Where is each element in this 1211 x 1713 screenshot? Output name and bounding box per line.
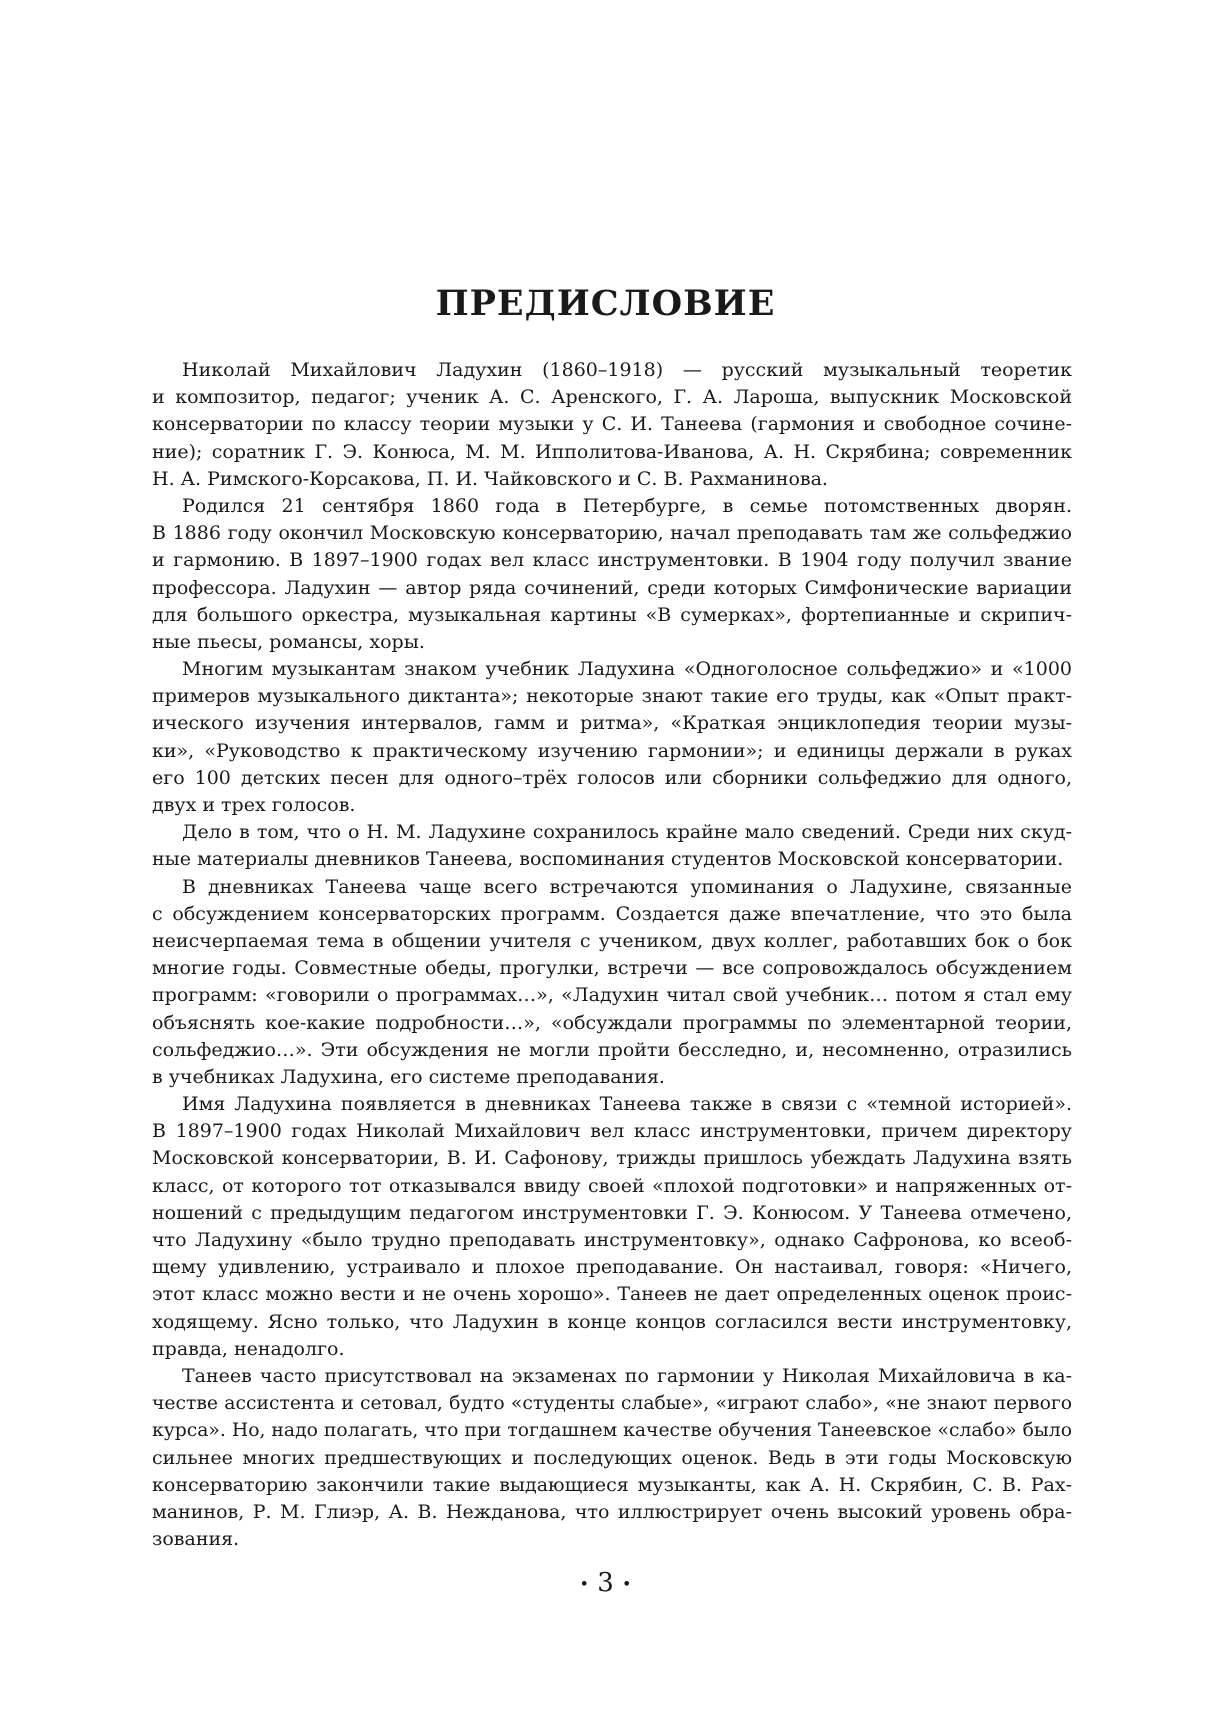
text-line: В 1897–1900 годах Николай Михайлович вел класс инструментовки, причем директору (152, 1120, 1072, 1143)
text-line: двух и трех голосов. (152, 794, 356, 816)
text-line: и гармонию. В 1897–1900 годах вел класс инструментовки. В 1904 году получил звание (152, 549, 1072, 572)
text-line: с обсуждением консерваторских программ. Создается даже впечатление, что это была (152, 902, 1072, 925)
text-line: Николай Михайлович Ладухин (1860–1918) — русский музыкальный теоретик (182, 359, 1072, 381)
text-line: сольфеджио…». Эти обсуждения не могли пройти бесследно, и, несомненно, отразились (152, 1038, 1072, 1061)
text-line: ние); соратник Г. Э. Конюса, М. М. Ипполитова-Иванова, А. Н. Скрябина; современник (152, 440, 1072, 463)
text-line: честве ассистента и сетовал, будто «студенты слабые», «играют слабо», «не знают первого (152, 1393, 1072, 1415)
folio-bullet-left: • (579, 1574, 589, 1594)
text-line: ношений с предыдущим педагогом инструментовки Г. Э. Конюсом. У Танеева отмечено, (152, 1201, 1072, 1224)
paragraph (152, 357, 1072, 493)
text-line: этот класс можно вести и не очень хорошо». Танеев не дает определенных оценок проис- (152, 1283, 1072, 1306)
text-line: зования. (152, 1528, 240, 1551)
text-line: программ: «говорили о программах…», «Ладухин читал свой учебник… потом я стал ему (152, 984, 1072, 1007)
text-line: ные пьесы, романсы, хоры. (152, 630, 425, 653)
page-number-value: 3 (597, 1568, 614, 1598)
paragraph (152, 874, 1072, 1092)
text-line: ходящему. Ясно только, что Ладухин в конце концов согласился вести инструментовку, (152, 1310, 1072, 1333)
text-line: в учебниках Ладухина, его системе преподавания. (152, 1065, 665, 1088)
text-line: Н. А. Римского-Корсакова, П. И. Чайковского и С. В. Рахманинова. (152, 467, 828, 490)
text-line: класс, от которого тот отказывался ввиду своей «плохой подготовки» и напряженных от- (152, 1174, 1072, 1197)
text-line: Дело в том, что о Н. М. Ладухине сохранилось крайне мало сведений. Среди них скуд- (182, 821, 1072, 844)
text-line: его 100 детских песен для одного–трёх голосов или сборники сольфеджио для одного, (152, 766, 1072, 789)
page-number (0, 1568, 1211, 1598)
text-line: неисчерпаемая тема в общении учителя с учеником, двух коллег, работавших бок о бок (152, 929, 1072, 952)
text-line: щему удивлению, устраивало и плохое преподавание. Он настаивал, говоря: «Ничего, (152, 1256, 1072, 1279)
text-line: ки», «Руководство к практическому изучению гармонии»; и единицы держали в руках (152, 739, 1072, 762)
text-line: и композитор, педагог; ученик А. С. Аренского, Г. А. Лароша, выпускник Московской (152, 386, 1072, 409)
text-line: манинов, Р. М. Глиэр, А. В. Нежданова, что иллюстрирует очень высокий уровень обра- (152, 1500, 1072, 1523)
text-line: Многим музыкантам знаком учебник Ладухина «Одноголосное сольфеджио» и «1000 (182, 658, 1072, 681)
text-line: объяснять кое-какие подробности…», «обсуждали программы по элементарной теории, (152, 1011, 1072, 1034)
paragraph (152, 1363, 1072, 1553)
paragraph (152, 819, 1072, 873)
text-line: консерватории по классу теории музыки у С. И. Танеева (гармония и свободное сочине- (152, 413, 1072, 436)
paragraph (152, 656, 1072, 819)
text-line: В 1886 году окончил Московскую консерваторию, начал преподавать там же сольфеджио (152, 522, 1072, 545)
text-line: сильнее многих предшествующих и последующих оценок. Ведь в эти годы Московскую (152, 1446, 1072, 1469)
text-line: Родился 21 сентября 1860 года в Петербурге, в семье потомственных дворян. (182, 494, 1072, 517)
paragraph (152, 1091, 1072, 1363)
page-title: ПРЕДИСЛОВИЕ (435, 283, 776, 325)
text-line: многие годы. Совместные обеды, прогулки, встречи — все сопровождалось обсуждением (152, 957, 1072, 980)
text-line: ического изучения интервалов, гамм и ритма», «Краткая энциклопедия теории музы- (152, 712, 1072, 735)
text-line: Танеев часто присутствовал на экзаменах по гармонии у Николая Михайловича в ка- (182, 1364, 1072, 1387)
text-line: ные материалы дневников Танеева, воспоминания студентов Московской консерватории. (152, 848, 1064, 871)
text-line: примеров музыкального диктанта»; некоторые знают такие его труды, как «Опыт практ- (152, 685, 1072, 708)
text-line: профессора. Ладухин — автор ряда сочинений, среди которых Симфонические вариации (152, 576, 1072, 599)
folio-bullet-right: • (622, 1574, 632, 1594)
text-line: для большого оркестра, музыкальная картины «В сумерках», фортепианные и скрипич- (152, 603, 1072, 626)
text-line: Имя Ладухина появляется в дневниках Танеева также в связи с «темной историей». (182, 1093, 1072, 1116)
text-line: что Ладухину «было трудно преподавать инструментовку», однако Сафронова, ко всеоб- (152, 1229, 1072, 1251)
preface-body (152, 357, 1072, 1553)
text-line: В дневниках Танеева чаще всего встречаются упоминания о Ладухине, связанные (182, 875, 1072, 898)
text-line: правда, ненадолго. (152, 1337, 345, 1360)
text-line: консерваторию закончили такие выдающиеся музыканты, как А. Н. Скрябин, С. В. Рах- (152, 1473, 1072, 1496)
paragraph (152, 493, 1072, 656)
text-line: курса». Но, надо полагать, что при тогдашнем качестве обучения Танеевское «слабо» было (152, 1420, 1072, 1442)
text-line: Московской консерватории, В. И. Сафонову, трижды пришлось убеждать Ладухина взять (152, 1147, 1072, 1170)
